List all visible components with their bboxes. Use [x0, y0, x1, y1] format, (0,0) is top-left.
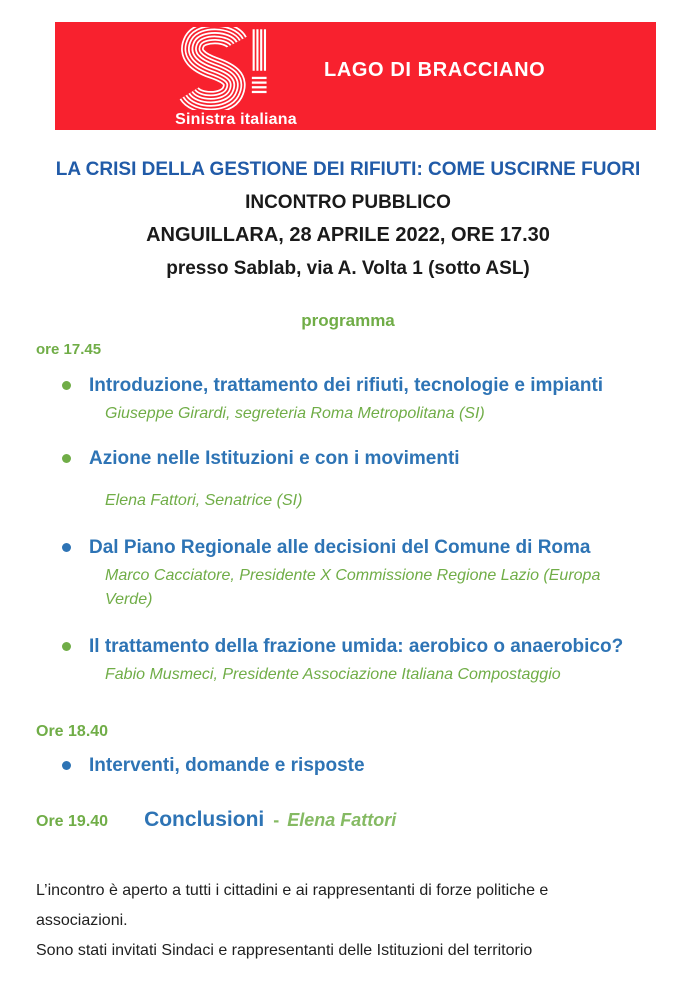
footer-paragraph-2: Sono stati invitati Sindaci e rappresentanti delle Istituzioni del territorio: [36, 942, 533, 959]
program-heading: programma: [301, 311, 395, 330]
program-item: [36, 753, 660, 778]
footer-paragraph-1: L’incontro è aperto a tutti i cittadini e ai rappresentanti di forze politiche e associazioni.: [36, 882, 549, 929]
program-item: [36, 535, 660, 612]
s-glyph: [189, 33, 237, 102]
event-type: INCONTRO PUBBLICO: [245, 192, 451, 213]
event-title: LA CRISI DELLA GESTIONE DEI RIFIUTI: COME USCIRNE FUORI: [55, 159, 641, 180]
program-item-body: [89, 446, 460, 513]
time-1745: ore 17.45: [36, 341, 102, 358]
bullet-icon: [62, 543, 71, 552]
bullet-icon: [62, 381, 71, 390]
exclamation-glyph: [252, 29, 267, 93]
program-item: [36, 373, 660, 426]
program-item-title: Introduzione, trattamento dei rifiuti, tecnologie e impianti: [89, 375, 604, 396]
bullet-icon: [62, 454, 71, 463]
event-venue-line: presso Sablab, via A. Volta 1 (sotto ASL): [166, 258, 530, 279]
program-item-speaker: Elena Fattori, Senatrice (SI): [105, 492, 303, 509]
bullet-icon: [62, 642, 71, 651]
footer-note: [36, 876, 636, 966]
conclusion-separator: -: [273, 810, 280, 830]
program-item-title: Il trattamento della frazione umida: aerobico o anaerobico?: [89, 636, 624, 657]
program-item-body: [89, 535, 605, 612]
program-section: [36, 311, 660, 832]
si-logo: [160, 22, 312, 129]
flyer-page: [0, 22, 696, 1007]
conclusion-line: [36, 808, 660, 832]
program-item-body: [89, 373, 603, 426]
conclusion-speaker: Elena Fattori: [287, 810, 397, 830]
bullet-icon: [62, 761, 71, 770]
conclusion-label: Conclusioni: [144, 808, 265, 831]
header-banner: [55, 22, 656, 130]
time-1940: Ore 19.40: [36, 813, 109, 830]
program-item: [36, 446, 660, 513]
title-block: [0, 153, 696, 285]
program-item-title: Interventi, domande e risposte: [89, 755, 365, 776]
program-item-speaker: Giuseppe Girardi, segreteria Roma Metropolitana (SI): [105, 405, 485, 422]
program-item-title: Azione nelle Istituzioni e con i movimenti: [89, 448, 460, 469]
program-item-speaker: Marco Cacciatore, Presidente X Commissione Regione Lazio (Europa Verde): [105, 567, 601, 608]
si-logo-wordmark: Sinistra italiana: [175, 111, 297, 128]
program-item-title: Dal Piano Regionale alle decisioni del Comune di Roma: [89, 537, 591, 558]
banner-region-label: LAGO DI BRACCIANO: [324, 59, 546, 81]
program-item-body: [89, 753, 365, 778]
event-date-line: ANGUILLARA, 28 APRILE 2022, ORE 17.30: [146, 224, 550, 246]
program-item-speaker: Fabio Musmeci, Presidente Associazione Italiana Compostaggio: [105, 666, 561, 683]
time-1840: Ore 18.40: [36, 723, 109, 740]
program-item-body: [89, 634, 623, 687]
program-item: [36, 634, 660, 687]
si-logo-mark-icon: [177, 27, 295, 110]
